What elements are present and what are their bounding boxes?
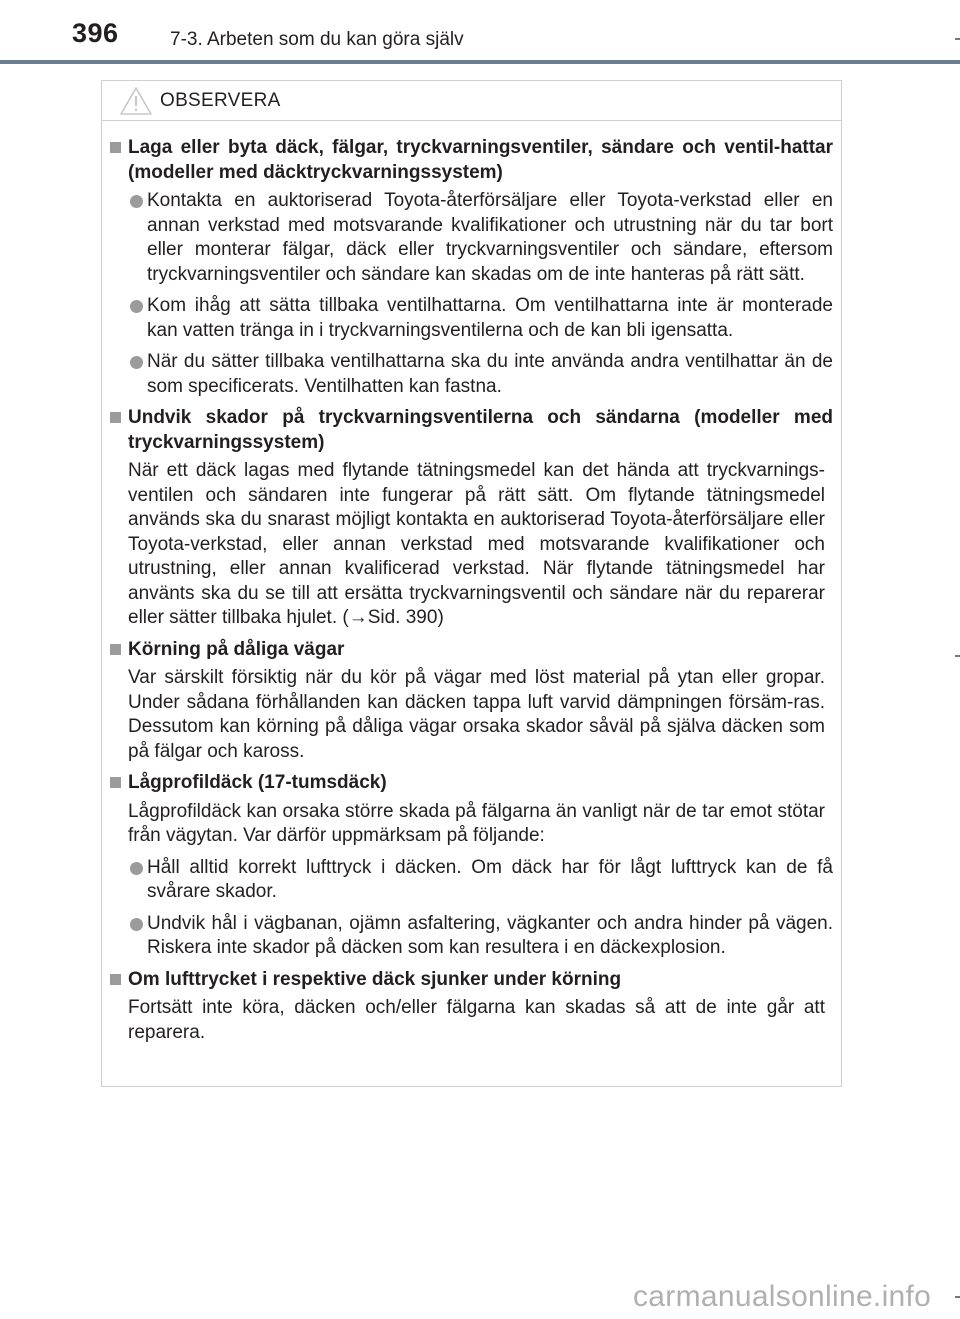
section-heading bbox=[108, 771, 833, 796]
warning-triangle-icon bbox=[119, 86, 153, 116]
crop-mark bbox=[955, 1296, 960, 1298]
section-heading-text: Laga eller byta däck, fälgar, tryckvarningsventiler, sändare och ventil-hattar (modeller med däcktryckvarningssystem) bbox=[128, 137, 833, 183]
page-reference-link[interactable]: Sid. 390) bbox=[367, 607, 444, 628]
circle-bullet-icon bbox=[130, 862, 143, 875]
list-item bbox=[108, 294, 833, 343]
warning-notice-box bbox=[101, 80, 842, 1087]
notice-title: OBSERVERA bbox=[160, 90, 281, 111]
crop-mark bbox=[955, 655, 960, 657]
reference-arrow-icon: → bbox=[348, 607, 368, 628]
square-bullet-icon bbox=[110, 777, 121, 788]
list-item bbox=[108, 856, 833, 905]
list-item-text: Kontakta en auktoriserad Toyota-återförsäljare eller Toyota-verkstad eller en annan verkstad med motsvarande kvalifikationer och utrustning när du tar bort eller monterar fälgar, däck eller tryckvarningsventiler och sändare, eftersom tryckvarningsventiler och sändare kan skadas om de inte hanteras på rätt sätt. bbox=[147, 190, 833, 285]
section-heading bbox=[108, 136, 833, 185]
section-heading bbox=[108, 968, 833, 993]
notice-header bbox=[102, 81, 841, 121]
circle-bullet-icon bbox=[130, 300, 143, 313]
circle-bullet-icon bbox=[130, 918, 143, 931]
section-paragraph bbox=[108, 459, 833, 631]
section-heading-text: Körning på dåliga vägar bbox=[128, 638, 345, 660]
running-header: 7-3. Arbeten som du kan göra själv bbox=[170, 29, 464, 50]
section-heading-text: Undvik skador på tryckvarningsventilerna och sändarna (modeller med tryckvarningssystem) bbox=[128, 407, 833, 453]
paragraph-text: När ett däck lagas med flytande tätningsmedel kan det hända att tryckvarnings-ventilen och sändaren inte fungerar på rätt sätt. Om flytande tätningsmedel används ska du snarast möjligt kontakta en auktoriserad Toyota-återförsäljare eller Toyota-verkstad, eller annan verkstad med motsvarande kvalifikationer och utrustning, eller annan kvalificerad verkstad. När flytande tätningsmedel har använts ska du se till att ersätta tryckvarningsventil och sändare när du reparerar eller sätter tillbaka hjulet. ( bbox=[128, 460, 825, 628]
section-paragraph bbox=[108, 996, 833, 1045]
list-item-text: När du sätter tillbaka ventilhattarna ska du inte använda andra ventilhattar än de som specificerats. Ventilhatten kan fastna. bbox=[147, 351, 833, 397]
circle-bullet-icon bbox=[130, 195, 143, 208]
header-rule bbox=[0, 60, 960, 64]
list-item-text: Undvik hål i vägbanan, ojämn asfaltering, vägkanter och andra hinder på vägen. Riskera inte skador på däcken som kan resultera i en däckexplosion. bbox=[147, 912, 833, 958]
section-paragraph bbox=[108, 666, 833, 764]
list-item bbox=[108, 350, 833, 399]
section-heading-text: Om lufttrycket i respektive däck sjunker under körning bbox=[128, 968, 622, 990]
square-bullet-icon bbox=[110, 412, 121, 423]
notice-content bbox=[102, 121, 841, 1045]
page-number: 396 bbox=[72, 18, 119, 48]
square-bullet-icon bbox=[110, 644, 121, 655]
section-heading bbox=[108, 406, 833, 455]
paragraph-text: Lågprofildäck kan orsaka större skada på fälgarna än vanligt när de tar emot stötar från vägytan. Var därför uppmärksam på följande: bbox=[128, 800, 825, 846]
section-paragraph bbox=[108, 800, 833, 849]
list-item-text: Kom ihåg att sätta tillbaka ventilhattarna. Om ventilhattarna inte är monterade kan vatten tränga in i tryckvarningsventilerna och de kan bli igensatta. bbox=[147, 295, 833, 341]
list-item bbox=[108, 912, 833, 961]
crop-mark bbox=[955, 38, 960, 40]
square-bullet-icon bbox=[110, 974, 121, 985]
section-heading bbox=[108, 638, 833, 663]
list-item-text: Håll alltid korrekt lufttryck i däcken. Om däck har för lågt lufttryck kan de få svårare skador. bbox=[147, 856, 833, 902]
paragraph-text: Fortsätt inte köra, däcken och/eller fälgarna kan skadas så att de inte går att reparera. bbox=[128, 997, 825, 1043]
circle-bullet-icon bbox=[130, 356, 143, 369]
square-bullet-icon bbox=[110, 142, 121, 153]
section-heading-text: Lågprofildäck (17-tumsdäck) bbox=[128, 772, 387, 793]
list-item bbox=[108, 189, 833, 287]
paragraph-text: Var särskilt försiktig när du kör på vägar med löst material på ytan eller gropar. Under sådana förhållanden kan däcken tappa luft varvid dämpningen försäm-ras. Dessutom kan körning på dåliga vägar orsaka skador såväl på själva däcken som på fälgar och kaross. bbox=[128, 667, 825, 762]
watermark: carmanualsonline.info bbox=[633, 1280, 932, 1313]
